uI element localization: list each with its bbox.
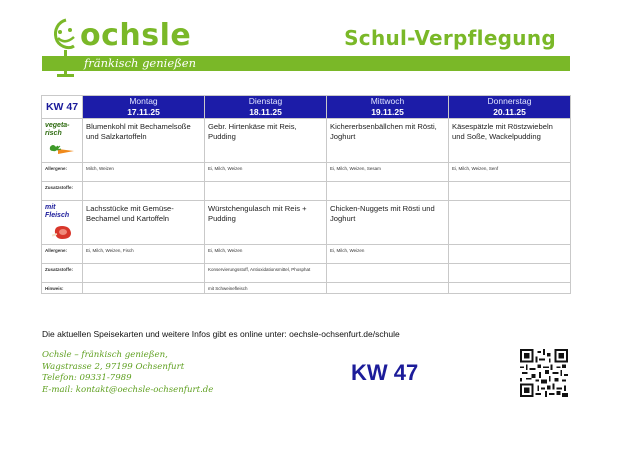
page-title: Schul-Verpflegung xyxy=(344,26,556,50)
category-label: vegeta- risch xyxy=(45,122,70,137)
note-cell: mit Schweinefleisch xyxy=(205,283,327,294)
dish-cell: Chicken-Nuggets mit Rösti und Joghurt xyxy=(327,201,449,245)
contact-line: Telefon: 09331-7989 xyxy=(42,373,132,384)
vegetarian-row xyxy=(42,119,571,163)
dish-cell: Kichererbsenbällchen mit Rösti, Joghurt xyxy=(327,119,449,163)
allergens-cell: Ei, Milch, Weizen, Fisch xyxy=(83,245,205,264)
meat-note-row xyxy=(42,283,571,294)
note-label: Hinweis: xyxy=(42,283,83,294)
additives-cell xyxy=(83,182,205,201)
dish-cell: Käsespätzle mit Röstzwiebeln und Soße, Wackelpudding xyxy=(449,119,571,163)
category-label: mit Fleisch xyxy=(45,204,70,219)
allergens-cell: Ei, Milch, Weizen, Senf xyxy=(449,163,571,182)
day-name: Mittwoch xyxy=(370,96,405,106)
note-cell xyxy=(449,283,571,294)
menu-table xyxy=(41,95,571,294)
dish-cell: Blumenkohl mit Bechamelsoße und Salzkartoffeln xyxy=(83,119,205,163)
contact-block xyxy=(42,350,213,396)
meat-additives-row xyxy=(42,264,571,283)
additives-cell xyxy=(327,182,449,201)
online-info: Die aktuellen Speisekarten und weitere Infos gibt es online unter: oechsle-ochsenfurt.de/schule xyxy=(42,329,400,339)
contact-line: Ochsle – fränkisch genießen, xyxy=(42,350,168,360)
vegetarian-additives-row xyxy=(42,182,571,201)
additives-cell xyxy=(449,264,571,283)
allergens-label: Allergene: xyxy=(42,163,83,182)
day-date: 18.11.25 xyxy=(249,107,282,117)
day-date: 20.11.25 xyxy=(493,107,526,117)
contact-line: E-mail: kontakt@oechsle-ochsenfurt.de xyxy=(42,384,214,395)
additives-cell: Konservierungsstoff, Antioxidationsmittel, Phosphat xyxy=(205,264,327,283)
dish-cell: Gebr. Hirtenkäse mit Reis, Pudding xyxy=(205,119,327,163)
additives-cell xyxy=(83,264,205,283)
day-date: 17.11.25 xyxy=(127,107,160,117)
additives-cell xyxy=(327,264,449,283)
note-cell xyxy=(83,283,205,294)
day-name: Dienstag xyxy=(248,96,283,106)
day-header xyxy=(327,96,449,119)
additives-label: Zusatzstoffe: xyxy=(42,264,83,283)
vegetarian-allergens-row xyxy=(42,163,571,182)
day-date: 19.11.25 xyxy=(371,107,404,117)
allergens-cell: Ei, Milch, Weizen, Sesam xyxy=(327,163,449,182)
allergens-cell xyxy=(449,245,571,264)
ham-icon xyxy=(52,224,74,240)
allergens-cell: Ei, Milch, Weizen xyxy=(205,163,327,182)
dish-cell xyxy=(449,201,571,245)
day-header xyxy=(83,96,205,119)
brand-name: ochsle xyxy=(80,18,192,53)
qr-code-icon[interactable] xyxy=(519,349,569,397)
week-label: KW 47 xyxy=(42,96,83,119)
day-header xyxy=(205,96,327,119)
header-row xyxy=(42,96,571,119)
contact-line: Wagstrasse 2, 97199 Ochsenfurt xyxy=(42,361,185,372)
additives-label: Zusatzstoffe: xyxy=(42,182,83,201)
note-cell xyxy=(327,283,449,294)
day-header xyxy=(449,96,571,119)
meat-row xyxy=(42,201,571,245)
day-name: Montag xyxy=(129,96,158,106)
vegetarian-label xyxy=(42,119,83,163)
dish-cell: Würstchengulasch mit Reis + Pudding xyxy=(205,201,327,245)
allergens-label: Allergene: xyxy=(42,245,83,264)
allergens-cell: Milch, Weizen xyxy=(83,163,205,182)
vegetables-icon xyxy=(46,143,76,157)
day-name: Donnerstag xyxy=(487,96,532,106)
additives-cell xyxy=(449,182,571,201)
week-big: KW 47 xyxy=(351,360,419,385)
meat-label xyxy=(42,201,83,245)
meat-allergens-row xyxy=(42,245,571,264)
brand-tagline: fränkisch genießen xyxy=(84,56,197,70)
dish-cell: Lachsstücke mit Gemüse-Bechamel und Kartoffeln xyxy=(83,201,205,245)
allergens-cell: Ei, Milch, Weizen xyxy=(205,245,327,264)
additives-cell xyxy=(205,182,327,201)
allergens-cell: Ei, Milch, Weizen xyxy=(327,245,449,264)
